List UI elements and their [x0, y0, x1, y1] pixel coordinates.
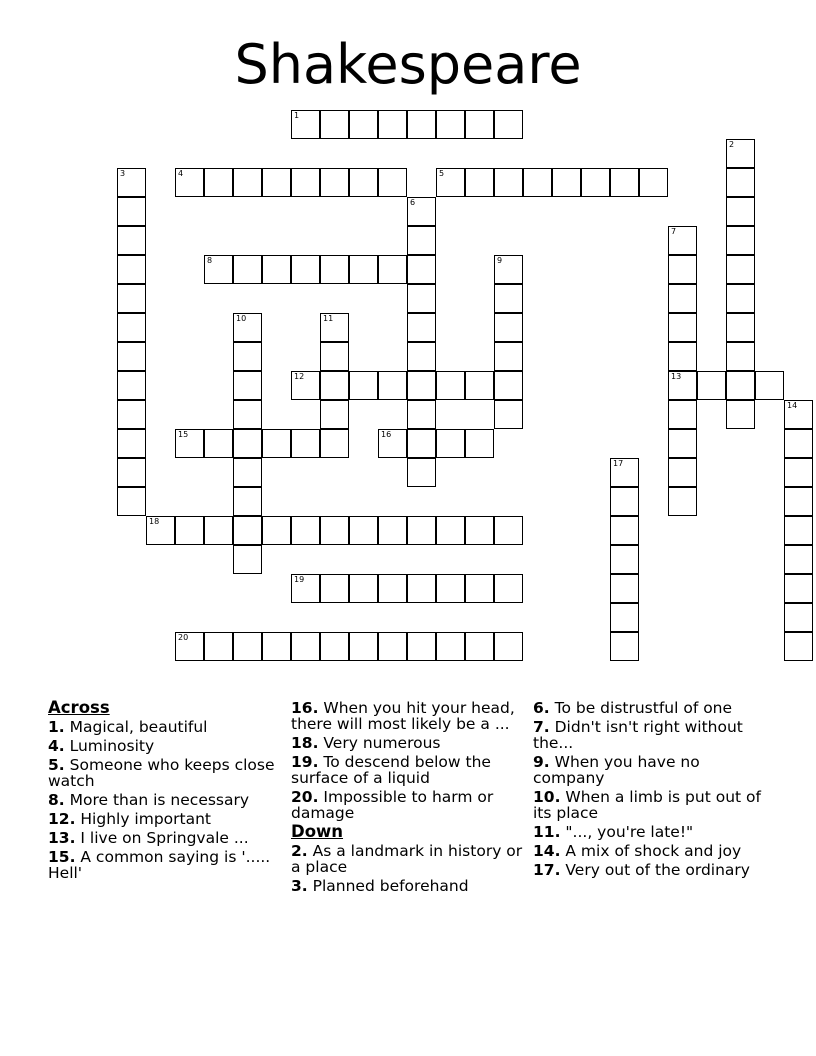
grid-cell[interactable]	[233, 400, 262, 429]
grid-cell[interactable]	[378, 255, 407, 284]
grid-cell[interactable]	[494, 110, 523, 139]
grid-cell[interactable]	[726, 371, 755, 400]
grid-cell[interactable]	[726, 197, 755, 226]
grid-cell[interactable]	[610, 516, 639, 545]
clue-column-3	[533, 700, 769, 881]
clue-across-15: 15. A common saying is '..... Hell'	[48, 848, 271, 882]
grid-cell[interactable]	[233, 371, 262, 400]
clue-column-2	[291, 700, 527, 897]
grid-cell[interactable]	[117, 255, 146, 284]
cell-number: 3	[120, 169, 126, 178]
grid-cell[interactable]	[349, 516, 378, 545]
grid-cell[interactable]	[784, 429, 813, 458]
grid-cell[interactable]	[407, 632, 436, 661]
cell-number: 17	[613, 459, 624, 468]
cell-number: 12	[294, 372, 305, 381]
grid-cell[interactable]	[784, 545, 813, 574]
grid-cell[interactable]	[378, 429, 407, 458]
grid-cell[interactable]	[436, 632, 465, 661]
grid-cell[interactable]	[784, 400, 813, 429]
grid-cell[interactable]	[494, 632, 523, 661]
grid-cell[interactable]	[117, 197, 146, 226]
grid-cell[interactable]	[262, 168, 291, 197]
cell-number: 7	[671, 227, 677, 236]
grid-cell[interactable]	[262, 516, 291, 545]
grid-cell[interactable]	[784, 632, 813, 661]
grid-cell[interactable]	[610, 168, 639, 197]
grid-cell[interactable]	[668, 458, 697, 487]
grid-cell[interactable]	[175, 168, 204, 197]
grid-cell[interactable]	[436, 168, 465, 197]
grid-cell[interactable]	[494, 400, 523, 429]
grid-cell[interactable]	[349, 574, 378, 603]
clue-down-9: 9. When you have no company	[533, 753, 700, 787]
grid-cell[interactable]	[204, 429, 233, 458]
grid-cell[interactable]	[117, 371, 146, 400]
grid-cell[interactable]	[233, 342, 262, 371]
grid-cell[interactable]	[668, 284, 697, 313]
grid-cell[interactable]	[610, 458, 639, 487]
grid-cell[interactable]	[784, 516, 813, 545]
grid-cell[interactable]	[726, 168, 755, 197]
grid-cell[interactable]	[494, 313, 523, 342]
grid-cell[interactable]	[291, 516, 320, 545]
grid-cell[interactable]	[117, 487, 146, 516]
grid-cell[interactable]	[349, 632, 378, 661]
clue-down-11: 11. "..., you're late!"	[533, 823, 694, 841]
grid-cell[interactable]	[436, 574, 465, 603]
grid-cell[interactable]	[465, 110, 494, 139]
grid-cell[interactable]	[697, 371, 726, 400]
cell-number: 19	[294, 575, 305, 584]
grid-cell[interactable]	[320, 516, 349, 545]
grid-cell[interactable]	[581, 168, 610, 197]
grid-cell[interactable]	[175, 516, 204, 545]
grid-cell[interactable]	[784, 574, 813, 603]
cell-number: 9	[497, 256, 503, 265]
grid-cell[interactable]	[668, 342, 697, 371]
down-heading: Down	[291, 822, 344, 841]
grid-cell[interactable]	[407, 574, 436, 603]
grid-cell[interactable]	[494, 284, 523, 313]
grid-cell[interactable]	[233, 516, 262, 545]
clue-across-4: 4. Luminosity	[48, 737, 155, 755]
grid-cell[interactable]	[204, 516, 233, 545]
grid-cell[interactable]	[436, 371, 465, 400]
grid-cell[interactable]	[407, 255, 436, 284]
grid-cell[interactable]	[407, 342, 436, 371]
grid-cell[interactable]	[291, 110, 320, 139]
grid-cell[interactable]	[349, 168, 378, 197]
grid-cell[interactable]	[407, 371, 436, 400]
grid-cell[interactable]	[407, 516, 436, 545]
cell-number: 13	[671, 372, 682, 381]
grid-cell[interactable]	[668, 400, 697, 429]
grid-cell[interactable]	[320, 371, 349, 400]
clue-down-6: 6. To be distrustful of one	[533, 699, 733, 717]
grid-cell[interactable]	[436, 516, 465, 545]
clue-across-5: 5. Someone who keeps close watch	[48, 756, 275, 790]
grid-cell[interactable]	[349, 371, 378, 400]
cell-number: 10	[236, 314, 247, 323]
clue-down-7: 7. Didn't isn't right without the...	[533, 718, 743, 752]
grid-cell[interactable]	[378, 574, 407, 603]
grid-cell[interactable]	[726, 139, 755, 168]
grid-cell[interactable]	[407, 110, 436, 139]
grid-cell[interactable]	[465, 168, 494, 197]
grid-cell[interactable]	[117, 226, 146, 255]
across-heading: Across	[48, 698, 110, 717]
clue-across-12: 12. Highly important	[48, 810, 212, 828]
grid-cell[interactable]	[320, 574, 349, 603]
grid-cell[interactable]	[465, 516, 494, 545]
grid-cell[interactable]	[465, 632, 494, 661]
grid-cell[interactable]	[233, 429, 262, 458]
cell-number: 16	[381, 430, 392, 439]
grid-cell[interactable]	[610, 603, 639, 632]
grid-cell[interactable]	[204, 632, 233, 661]
grid-cell[interactable]	[407, 226, 436, 255]
grid-cell[interactable]	[784, 458, 813, 487]
grid-cell[interactable]	[726, 226, 755, 255]
grid-cell[interactable]	[523, 168, 552, 197]
cell-number: 20	[178, 633, 189, 642]
grid-cell[interactable]	[726, 400, 755, 429]
grid-cell[interactable]	[378, 632, 407, 661]
grid-cell[interactable]	[407, 429, 436, 458]
grid-cell[interactable]	[378, 110, 407, 139]
grid-cell[interactable]	[494, 168, 523, 197]
cell-number: 2	[729, 140, 735, 149]
cell-number: 6	[410, 198, 416, 207]
grid-cell[interactable]	[204, 168, 233, 197]
grid-cell[interactable]	[233, 545, 262, 574]
grid-cell[interactable]	[117, 284, 146, 313]
grid-cell[interactable]	[233, 168, 262, 197]
grid-cell[interactable]	[494, 574, 523, 603]
grid-cell[interactable]	[291, 371, 320, 400]
grid-cell[interactable]	[262, 255, 291, 284]
cell-number: 8	[207, 256, 213, 265]
grid-cell[interactable]	[117, 342, 146, 371]
grid-cell[interactable]	[407, 458, 436, 487]
grid-cell[interactable]	[291, 255, 320, 284]
cell-number: 14	[787, 401, 798, 410]
grid-cell[interactable]	[407, 197, 436, 226]
grid-cell[interactable]	[494, 342, 523, 371]
grid-cell[interactable]	[291, 632, 320, 661]
grid-cell[interactable]	[233, 255, 262, 284]
grid-cell[interactable]	[291, 429, 320, 458]
clue-down-2: 2. As a landmark in history or a place	[291, 842, 523, 876]
grid-cell[interactable]	[610, 574, 639, 603]
grid-cell[interactable]	[349, 110, 378, 139]
grid-cell[interactable]	[117, 168, 146, 197]
grid-cell[interactable]	[378, 168, 407, 197]
grid-cell[interactable]	[668, 226, 697, 255]
grid-cell[interactable]	[610, 632, 639, 661]
grid-cell[interactable]	[610, 487, 639, 516]
grid-cell[interactable]	[378, 516, 407, 545]
grid-cell[interactable]	[465, 429, 494, 458]
grid-cell[interactable]	[668, 429, 697, 458]
grid-cell[interactable]	[175, 632, 204, 661]
grid-cell[interactable]	[291, 168, 320, 197]
grid-cell[interactable]	[320, 255, 349, 284]
cell-number: 1	[294, 111, 300, 120]
cell-number: 4	[178, 169, 184, 178]
grid-cell[interactable]	[436, 429, 465, 458]
grid-cell[interactable]	[320, 400, 349, 429]
grid-cell[interactable]	[494, 516, 523, 545]
grid-cell[interactable]	[610, 545, 639, 574]
clue-across-13: 13. I live on Springvale ...	[48, 829, 249, 847]
clue-across-1: 1. Magical, beautiful	[48, 718, 208, 736]
grid-cell[interactable]	[320, 313, 349, 342]
grid-cell[interactable]	[117, 313, 146, 342]
clue-down-3: 3. Planned beforehand	[291, 877, 469, 895]
clue-column-1	[48, 700, 284, 884]
grid-cell[interactable]	[146, 516, 175, 545]
clue-across-20: 20. Impossible to harm or damage	[291, 788, 494, 822]
grid-cell[interactable]	[262, 429, 291, 458]
grid-cell[interactable]	[494, 255, 523, 284]
clue-across-16: 16. When you hit your head, there will most likely be a ...	[291, 699, 515, 733]
grid-cell[interactable]	[262, 632, 291, 661]
grid-cell[interactable]	[726, 342, 755, 371]
grid-cell[interactable]	[436, 110, 465, 139]
clue-down-10: 10. When a limb is put out of its place	[533, 788, 761, 822]
grid-cell[interactable]	[465, 371, 494, 400]
grid-cell[interactable]	[291, 574, 320, 603]
grid-cell[interactable]	[233, 313, 262, 342]
grid-cell[interactable]	[204, 255, 233, 284]
grid-cell[interactable]	[726, 313, 755, 342]
grid-cell[interactable]	[117, 429, 146, 458]
grid-cell[interactable]	[668, 255, 697, 284]
clue-down-17: 17. Very out of the ordinary	[533, 861, 750, 879]
grid-cell[interactable]	[349, 255, 378, 284]
grid-cell[interactable]	[320, 110, 349, 139]
cell-number: 11	[323, 314, 334, 323]
grid-cell[interactable]	[233, 632, 262, 661]
grid-cell[interactable]	[784, 487, 813, 516]
grid-cell[interactable]	[668, 313, 697, 342]
grid-cell[interactable]	[320, 342, 349, 371]
grid-cell[interactable]	[117, 458, 146, 487]
grid-cell[interactable]	[668, 371, 697, 400]
grid-cell[interactable]	[494, 371, 523, 400]
grid-cell[interactable]	[726, 284, 755, 313]
grid-cell[interactable]	[233, 487, 262, 516]
cell-number: 5	[439, 169, 445, 178]
cell-number: 15	[178, 430, 189, 439]
grid-cell[interactable]	[407, 313, 436, 342]
grid-cell[interactable]	[726, 255, 755, 284]
clue-across-19: 19. To descend below the surface of a liquid	[291, 753, 491, 787]
grid-cell[interactable]	[320, 632, 349, 661]
grid-cell[interactable]	[784, 603, 813, 632]
clue-across-8: 8. More than is necessary	[48, 791, 250, 809]
grid-cell[interactable]	[175, 429, 204, 458]
grid-cell[interactable]	[320, 429, 349, 458]
grid-cell[interactable]	[639, 168, 668, 197]
grid-cell[interactable]	[320, 168, 349, 197]
cell-number: 18	[149, 517, 160, 526]
grid-cell[interactable]	[233, 458, 262, 487]
grid-cell[interactable]	[117, 400, 146, 429]
clue-across-18: 18. Very numerous	[291, 734, 441, 752]
grid-cell[interactable]	[378, 371, 407, 400]
grid-cell[interactable]	[668, 487, 697, 516]
grid-cell[interactable]	[465, 574, 494, 603]
grid-cell[interactable]	[407, 284, 436, 313]
grid-cell[interactable]	[755, 371, 784, 400]
grid-cell[interactable]	[552, 168, 581, 197]
clue-down-14: 14. A mix of shock and joy	[533, 842, 742, 860]
puzzle-title: Shakespeare	[234, 33, 582, 96]
grid-cell[interactable]	[407, 400, 436, 429]
